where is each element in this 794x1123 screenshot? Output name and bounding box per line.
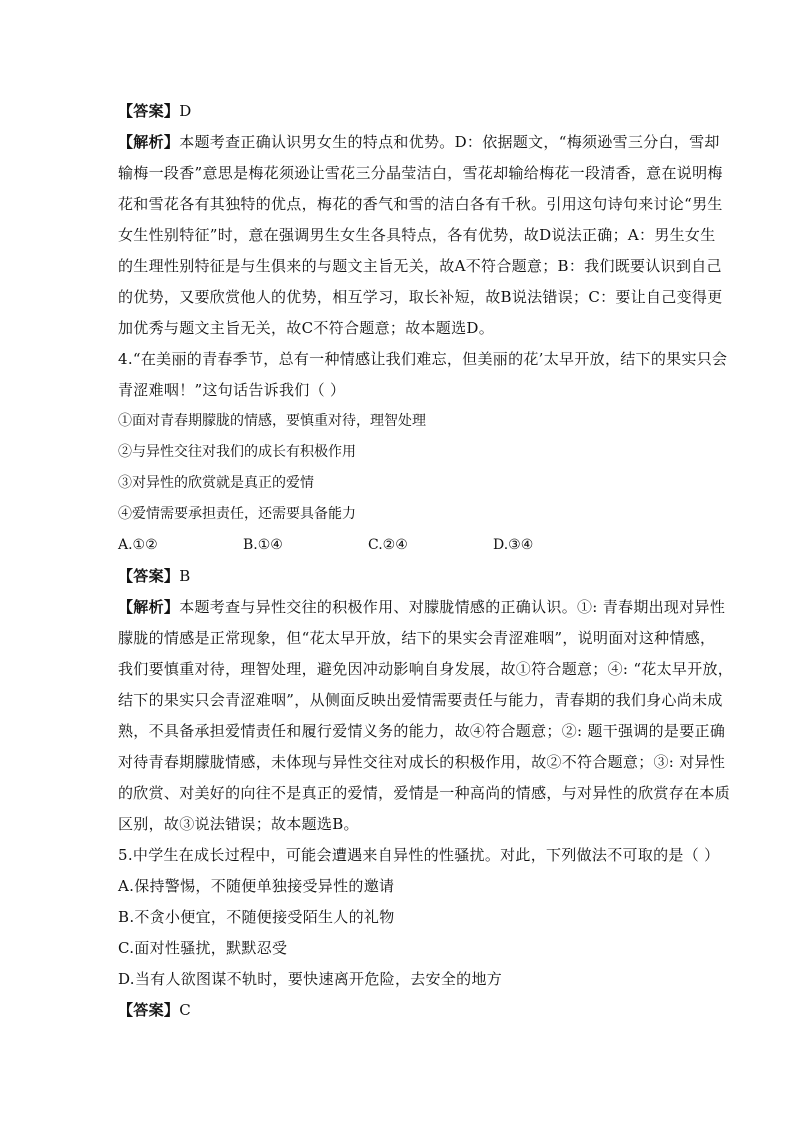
q4-analysis-line: 的欣赏、对美好的向往不是真正的爱情，爱情是一种高尚的情感，与对异性的欣赏存在本质 [118, 784, 731, 802]
analysis-label: 【解析】 [118, 598, 180, 616]
q4-stem-line: 4.“在美丽的青春季节，总有一种情感让我们难忘，但美丽的花’太早开放，结下的果实只会 [118, 350, 728, 368]
q4-stem-line: 青涩难咽！”这句话告诉我们（ ） [118, 381, 346, 399]
analysis-label: 【解析】 [118, 133, 180, 151]
document-page [118, 96, 734, 1026]
q4-analysis-line: 熟，不具备承担爱情责任和履行爱情义务的能力，故④符合题意；②: 题干强调的是要正确 [118, 722, 726, 740]
q5-answer-value: C [179, 1001, 191, 1019]
q4-choice-d: D.③④ [493, 537, 534, 553]
q3-analysis [118, 127, 723, 344]
q4-answer-line [118, 561, 684, 592]
q3-analysis-line: 女生性别特征”时，意在强调男生女生各具特点，各有优势，故D说法正确；A：男生女生 [118, 226, 716, 244]
q3-analysis-line: 的生理性别特征是与生俱来的与题文主旨无关，故A不符合题意；B：我们既要认识到自己 [118, 257, 722, 275]
q4-analysis-line: 区别，故③说法错误；故本题选B。 [118, 815, 359, 833]
q4-choice-c: C.②④ [368, 537, 408, 553]
q4-choice-a: A.①② [118, 537, 158, 553]
answer-label: 【答案】 [118, 102, 180, 120]
q3-analysis-line: 加优秀与题文主旨无关，故C不符合题意；故本题选D。 [118, 319, 495, 337]
q5-answer-line [118, 995, 684, 1026]
q4-choices [118, 530, 684, 561]
q4-analysis-line: 【解析】本题考查与异性交往的积极作用、对朦胧情感的正确认识。①: 青春期出现对异性 [118, 598, 726, 616]
q4-statement: ①面对青春期朦胧的情感，要慎重对待，理智处理 [118, 413, 426, 429]
answer-label: 【答案】 [118, 567, 180, 585]
q3-analysis-line: 【解析】本题考查正确认识男女生的特点和优势。D：依据题文，“梅须逊雪三分白，雪却 [118, 133, 720, 151]
q3-analysis-line: 输梅一段香”意思是梅花须逊让雪花三分晶莹洁白，雪花却输给梅花一段清香，意在说明梅 [118, 164, 723, 182]
q4-statement: ④爱情需要承担责任，还需要具备能力 [118, 506, 356, 522]
q4-analysis-line: 对待青春期朦胧情感，未体现与异性交往对成长的积极作用，故②不符合题意；③: 对异性 [118, 753, 726, 771]
q3-answer-line [118, 96, 684, 127]
q4-answer-value: B [179, 567, 191, 585]
q3-answer-value: D [179, 102, 192, 120]
q5-option-a: A.保持警惕，不随便单独接受异性的邀请 [118, 877, 395, 895]
q4-statement: ②与异性交往对我们的成长有积极作用 [118, 444, 356, 460]
q5-option-c: C.面对性骚扰，默默忍受 [118, 939, 288, 957]
q5-option-d: D.当有人欲图谋不轨时，要快速离开危险，去安全的地方 [118, 970, 503, 988]
q4-analysis-line: 朦胧的情感是正常现象，但“花太早开放，结下的果实会青涩难咽”，说明面对这种情感， [118, 629, 716, 647]
q4-analysis [118, 592, 734, 840]
q4-analysis-line: 结下的果实只会青涩难咽”，从侧面反映出爱情需要责任与能力，青春期的我们身心尚未成 [118, 691, 723, 709]
q5-option-b: B.不贪小便宜，不随便接受陌生人的礼物 [118, 908, 395, 926]
q4-statement: ③对异性的欣赏就是真正的爱情 [118, 475, 314, 491]
q4-analysis-line: 我们要慎重对待，理智处理，避免因冲动影响自身发展，故①符合题意；④: “花太早开放， [118, 660, 734, 678]
q3-analysis-line: 花和雪花各有其独特的优点，梅花的香气和雪的洁白各有千秋。引用这句诗句来讨论“男生 [118, 195, 723, 213]
answer-label: 【答案】 [118, 1001, 180, 1019]
q5-question [118, 840, 720, 995]
q4-choice-b: B.①④ [243, 537, 283, 553]
q3-analysis-line: 的优势，又要欣赏他人的优势，相互学习，取长补短，故B说法错误；C：要让自己变得更 [118, 288, 723, 306]
q4-question [118, 344, 728, 561]
q5-stem: 5.中学生在成长过程中，可能会遭遇来自异性的性骚扰。对此，下列做法不可取的是（ ） [118, 846, 720, 864]
